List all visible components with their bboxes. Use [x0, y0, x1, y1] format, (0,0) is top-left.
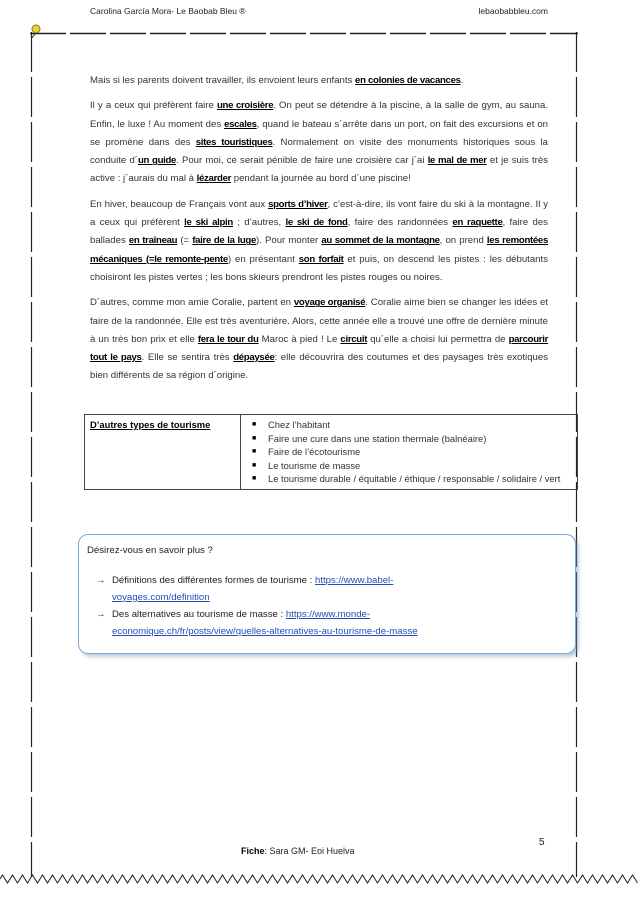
page-footer	[241, 846, 355, 856]
paragraph: D´autres, comme mon amie Coralie, partent en voyage organisé. Coralie aime bien se changer les idées et faire de la randonnée. Elle est très aventurière. Alors, cette année elle a trouvé une offre de dernière minute à un très bon prix et elle fera le tour du Maroc à pied ! Le circuit qu´elle a choisi lui permettra de parcourir tout le pays. Elle se sentira très dépaysée: elle découvrira des coutumes et des paysages très exotiques bien différents de sa région d´origine.	[90, 297, 548, 382]
keyword: faire de la luge	[192, 235, 256, 247]
table-heading-cell: D’autres types de tourisme	[85, 415, 241, 490]
page-border-bottom	[0, 872, 638, 886]
keyword: un guide	[138, 155, 177, 167]
list-item: ■ Le tourisme durable / équitable / éthique / responsable / solidaire / vert	[246, 472, 572, 486]
page-border-top	[30, 32, 578, 35]
keyword: lézarder	[196, 173, 232, 185]
keyword: en colonies de vacances	[355, 75, 461, 86]
keyword: circuit	[340, 333, 368, 345]
footer-text: : Sara GM- Eoi Huelva	[264, 846, 355, 856]
tourism-types-table	[84, 414, 578, 490]
alternatives-link[interactable]: https://www.monde- economique.ch/fr/posts/view/quelles-alternatives-au-tourisme-de-masse	[112, 609, 418, 637]
keyword: fera le tour du	[197, 333, 259, 345]
more-info-box	[78, 534, 576, 654]
link-item-definitions	[96, 573, 542, 606]
page-number: 5	[539, 837, 545, 848]
table-row	[85, 415, 578, 490]
keyword: escales	[224, 118, 257, 130]
keyword: dépaysée	[233, 352, 275, 364]
table-list-cell	[241, 415, 578, 490]
keyword: au sommet de la montagne	[321, 235, 440, 247]
keyword: le ski alpin	[184, 217, 233, 229]
keyword: le mal de mer	[427, 155, 487, 167]
list-item: ■ Le tourisme de masse	[246, 459, 572, 473]
keyword: voyage organisé	[293, 297, 366, 309]
keyword: sites touristiques	[195, 136, 273, 148]
more-info-title: Désirez-vous en savoir plus ?	[87, 545, 213, 556]
page-header	[90, 6, 548, 20]
paragraph: Il y a ceux qui préfèrent faire une croisière. On peut se détendre à la piscine, à la salle de gym, au sauna. Enfin, le luxe ! Au moment des escales, quand le bateau s´arrête dans un port, on fait des excursions et on se promène dans des sites touristiques. Normalement on visite des monuments historiques sous la conduite d´un guide. Pour moi, ce serait pénible de faire une croisière car j´ai le mal de mer et je suis très active : j´aurais du mal à lézarder pendant la journée au bord d´une piscine!	[90, 100, 549, 185]
keyword: en raquette	[452, 217, 503, 229]
list-item: ■ Faire une cure dans une station thermale (balnéaire)	[246, 432, 572, 446]
keyword: une croisière	[216, 100, 274, 112]
keyword: en traîneau	[128, 235, 178, 247]
list-item: ■ Faire de l’écotourisme	[246, 445, 572, 459]
footer-label: Fiche	[241, 846, 265, 856]
header-author: Carolina García Mora- Le Baobab Bleu ®	[90, 6, 246, 16]
page-border-left	[29, 32, 34, 877]
link-label: Définitions des différentes formes de tourisme :	[112, 575, 315, 586]
definitions-link[interactable]: https://www.babel- voyages.com/definition	[112, 575, 394, 603]
keyword: les remontées mécaniques (=le remonte-pente	[90, 235, 549, 265]
paragraph: En hiver, beaucoup de Français vont aux sports d’hiver, c’est-à-dire, ils vont faire du ski à la montagne. Il y a ceux qui préfèrent le ski alpin ; d’autres, le ski de fond, faire des randonnées en raquette, faire des ballades en traîneau (= faire de la luge). Pour monter au sommet de la montagne, on prend les remontées mécaniques (=le remonte-pente) en présentant son forfait et puis, on descend les pistes : les débutants choisiront les pistes vertes ; les bons skieurs prendront les pistes rouges ou noires.	[90, 198, 549, 283]
keyword: son forfait	[298, 253, 344, 265]
keyword: sports d’hiver	[268, 198, 328, 210]
link-item-alternatives	[96, 607, 542, 640]
tourism-types-list	[246, 418, 572, 486]
header-website: lebaobabbleu.com	[478, 6, 548, 16]
list-item: ■ Chez l’habitant	[246, 418, 572, 432]
arrow-right-icon: →	[96, 609, 106, 620]
paragraph: Mais si les parents doivent travailler, ils envoient leurs enfants en colonies de vacances.	[90, 75, 464, 86]
keyword: le ski de fond	[285, 217, 348, 229]
arrow-right-icon: →	[96, 575, 106, 586]
link-label: Des alternatives au tourisme de masse :	[112, 609, 286, 620]
article-body	[90, 72, 548, 393]
keyword: parcourir tout le pays	[90, 333, 548, 364]
